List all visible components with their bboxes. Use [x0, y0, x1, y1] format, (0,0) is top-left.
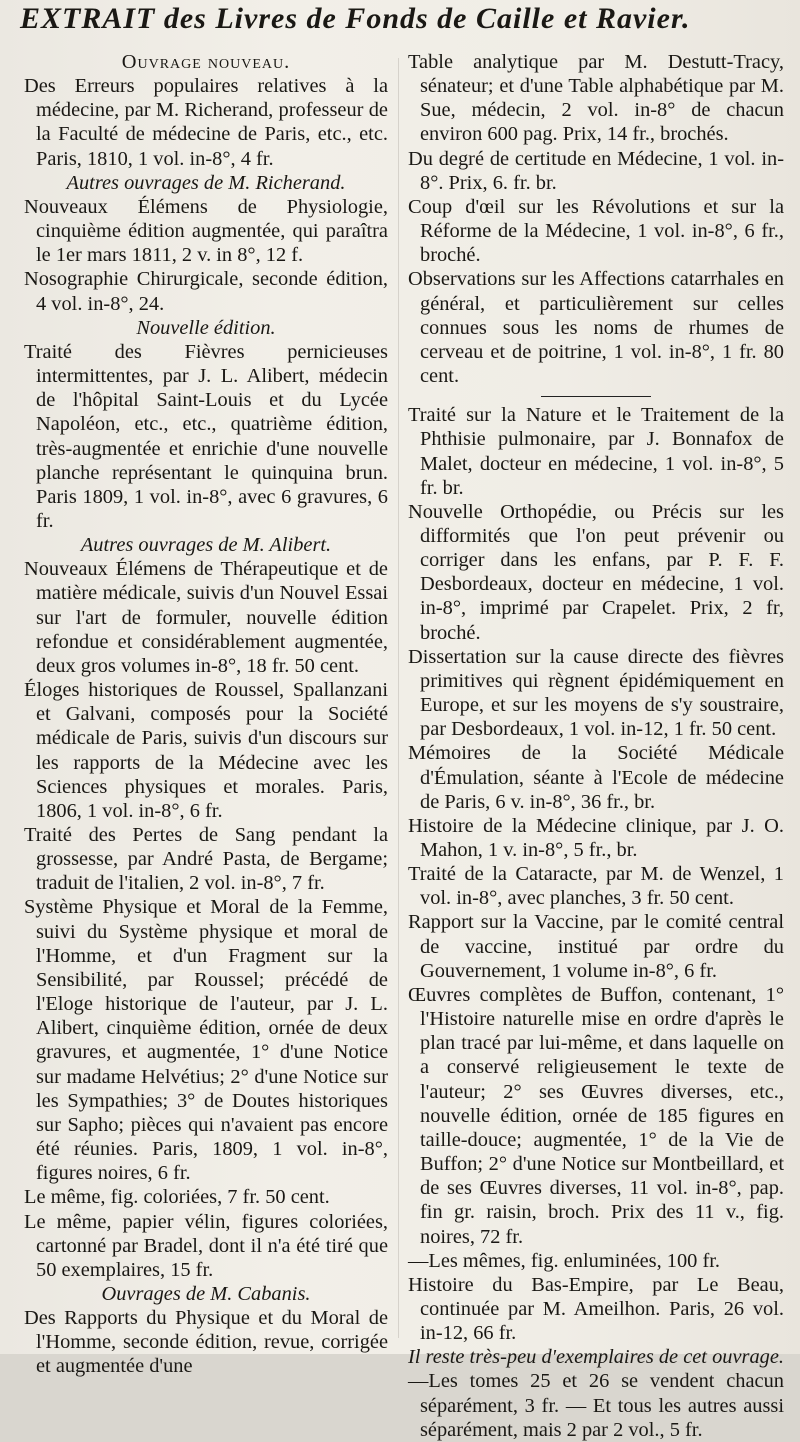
catalog-entry: Nouvelle Orthopédie, ou Précis sur les difformités que l'on peut prévenir ou corriger dans les enfans, par P. F. F. Desbordeaux, docteur en médecine, 1 vol. in-8°, imprimé par Crapelet. Prix, 2 fr, broché. [408, 500, 784, 644]
catalog-entry: Coup d'œil sur les Révolutions et sur la Réforme de la Médecine, 1 vol. in-8°, 6 fr., broché. [408, 195, 784, 267]
catalog-entry: Dissertation sur la cause directe des fièvres primitives qui règnent épidémiquement en Europe, et sur les moyens de s'y soustraire, par Desbordeaux, 1 vol. in-12, 1 fr. 50 cent. [408, 645, 784, 741]
catalog-entry: Nouveaux Élémens de Thérapeutique et de matière médicale, suivis d'un Nouvel Essai sur l'art de formuler, nouvelle édition refondue et considérablement augmentée, deux gros volumes in-8°, 18 fr. 50 cent. [24, 558, 388, 677]
catalog-entry: Le même, papier vélin, figures coloriées, cartonné par Bradel, dont il n'a été tiré que 50 exemplaires, 15 fr. [24, 1210, 388, 1281]
catalog-entry: Traité de la Cataracte, par M. de Wenzel, 1 vol. in-8°, avec planches, 3 fr. 50 cent. [408, 863, 784, 910]
catalog-entry: Rapport sur la Vaccine, par le comité central de vaccine, institué par ordre du Gouvernement, 1 volume in-8°, 6 fr. [408, 911, 784, 982]
section-heading: Ouvrage nouveau. [121, 51, 291, 73]
catalog-entry: —Les tomes 25 et 26 se vendent chacun séparément, 3 fr. — Et tous les autres aussi séparément, mais 2 par 2 vol., 5 fr. [408, 1370, 784, 1441]
catalog-entry: Système Physique et Moral de la Femme, suivi du Système physique et moral de l'Homme, et d'un Fragment sur la Sensibilité, par Roussel; précédé de l'Eloge historique de l'auteur, par J. L. Alibert, cinquième édition, ornée de deux gravures, et augmentée, 1° d'une Notice sur madame Helvétius; 2° d'une Notice sur les Sympathies; 3° de Doutes historiques sur Sapho; pièces qui n'avaient pas encore été réunies. Paris, 1809, 1 vol. in-8°, figures noires, 6 fr. [24, 896, 388, 1185]
catalog-entry: Des Rapports du Physique et du Moral de l'Homme, seconde édition, revue, corrigée et augmentée d'une [24, 1307, 388, 1378]
catalog-entry: Table analytique par M. Destutt-Tracy, sénateur; et d'une Table alphabétique par M. Sue, médecin, 2 vol. in-8° de chacun environ 600 pag. Prix, 14 fr., brochés. [408, 51, 784, 146]
catalog-entry: Histoire du Bas-Empire, par Le Beau, continuée par M. Ameilhon. Paris, 26 vol. in-12, 66 fr. [408, 1273, 784, 1345]
catalog-entry: Observations sur les Affections catarrhales en général, et particulièrement sur celles connues sous les noms de rhumes de cerveau et de poitrine, 1 vol. in-8°, 1 fr. 80 cent. [408, 268, 784, 388]
catalog-entry: Éloges historiques de Roussel, Spallanzani et Galvani, composés pour la Société médicale de Paris, suivis d'un discours sur les rapports de la Médecine avec les Sciences physiques et morales. Paris, 1806, 1 vol. in-8°, 6 fr. [24, 679, 388, 822]
catalog-entry: Nosographie Chirurgicale, seconde édition, 4 vol. in-8°, 24. [24, 268, 388, 315]
section-rule [541, 396, 651, 397]
catalog-entry: Du degré de certitude en Médecine, 1 vol. in-8°. Prix, 6. fr. br. [408, 147, 784, 194]
catalog-entry: Le même, fig. coloriées, 7 fr. 50 cent. [24, 1186, 330, 1209]
right-column [408, 50, 784, 1442]
catalog-entry: Œuvres complètes de Buffon, contenant, 1° l'Histoire naturelle mise en ordre d'après le plan tracé par lui-même, et dans laquelle on a conservé religieusement le texte de l'auteur; 2° ses Œuvres diverses, etc., nouvelle édition, ornée de 185 figures en taille-douce; augmentée, 1° de la Vie de Buffon; 2° d'une Notice sur Montbeillard, et de ses Œuvres diverses, 11 vol. in-8°, pap. fin gr. raisin, broch. Prix des 11 v., fig. noires, 72 fr. [408, 983, 784, 1248]
catalog-entry: Traité des Fièvres pernicieuses intermittentes, par J. L. Alibert, médecin de l'hôpital Saint-Louis et du Lycée Napoléon, etc., etc., quatrième édition, très-augmentée et enrichie d'une nouvelle planche représentant le quinquina brun. Paris 1809, 1 vol. in-8°, avec 6 gravures, 6 fr. [24, 340, 388, 532]
section-note: Autres ouvrages de M. Alibert. [80, 534, 332, 557]
page-header: EXTRAIT des Livres de Fonds de Caille et Ravier. [20, 2, 691, 35]
catalog-entry: Des Erreurs populaires relatives à la médecine, par M. Richerand, professeur de la Faculté de médecine de Paris, etc., etc. Paris, 1810, 1 vol. in-8°, 4 fr. [24, 75, 388, 170]
catalog-entry: Traité des Pertes de Sang pendant la grossesse, par André Pasta, de Bergame; traduit de l'italien, 2 vol. in-8°, 7 fr. [24, 824, 388, 895]
catalog-entry: Nouveaux Élémens de Physiologie, cinquième édition augmentée, qui paraîtra le 1er mars 1811, 2 v. in 8°, 12 f. [24, 195, 388, 267]
catalog-entry: Mémoires de la Société Médicale d'Émulation, séante à l'Ecole de médecine de Paris, 6 v. in-8°, 36 fr., br. [408, 742, 784, 813]
section-note: Autres ouvrages de M. Richerand. [66, 171, 346, 194]
column-divider [398, 58, 399, 1338]
section-note: Il reste très-peu d'exemplaires de cet ouvrage. [408, 1346, 784, 1369]
section-note: Nouvelle édition. [136, 316, 276, 339]
left-column [24, 50, 388, 1379]
catalog-entry: Traité sur la Nature et le Traitement de la Phthisie pulmonaire, par J. Bonnafox de Malet, docteur en médecine, 1 vol. in-8°, 5 fr. br. [408, 404, 784, 499]
catalog-entry: Histoire de la Médecine clinique, par J. O. Mahon, 1 v. in-8°, 5 fr., br. [408, 814, 784, 861]
catalog-entry: —Les mêmes, fig. enluminées, 100 fr. [408, 1249, 721, 1272]
section-note: Ouvrages de M. Cabanis. [101, 1282, 311, 1305]
